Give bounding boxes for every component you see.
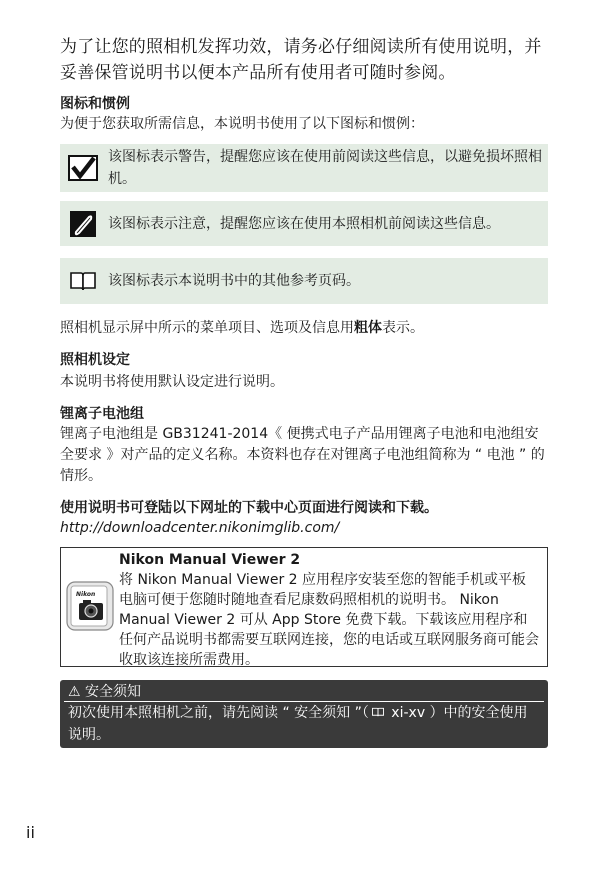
icons-heading: 图标和惯例 [60, 96, 130, 112]
page-number: ii [26, 823, 35, 842]
warning-note-text: 该图标表示警告，提醒您应该在使用前阅读这些信息，以避免损坏照相机。 [108, 149, 542, 187]
intro-paragraph: 为了让您的照相机发挥功效，请务必仔细阅读所有使用说明，并妥善保管说明书以便本产品所有使用者可随时参阅。 [60, 37, 542, 83]
safety-notice-box [60, 680, 548, 748]
battery-text: 锂离子电池组是 GB31241-2014《 便携式电子产品用锂离子电池和电池组安全要求 》对产品的定义名称。本资料也存在对锂离子电池组简称为 “ 电池 ” 的情形。 [60, 426, 545, 484]
safety-body-after: ）中的安全使用说明。 [68, 705, 528, 743]
book-reference-icon [68, 268, 98, 294]
manual-viewer-title: Nikon Manual Viewer 2 [119, 552, 301, 568]
safety-body-before: 初次使用本照相机之前，请先阅读 “ 安全须知 ”（ [68, 705, 369, 721]
note-text: 该图标表示注意，提醒您应该在使用本照相机前阅读这些信息。 [108, 215, 500, 232]
safety-page-ref[interactable]: xi-xv [386, 705, 430, 721]
bold-note [60, 318, 424, 339]
book-reference-icon [369, 706, 387, 718]
download-url[interactable]: http://downloadcenter.nikonimglib.com/ [60, 520, 340, 536]
settings-heading: 照相机设定 [60, 352, 130, 368]
icons-description: 为便于您获取所需信息，本说明书使用了以下图标和惯例： [60, 116, 424, 132]
app-icon-logo-text: Nikon [76, 591, 96, 598]
nikon-manual-viewer-app-icon [66, 581, 114, 631]
bold-note-before: 照相机显示屏中所示的菜单项目、选项及信息用 [60, 320, 354, 336]
settings-text: 本说明书将使用默认设定进行说明。 [60, 374, 284, 390]
bold-note-bold: 粗体 [354, 320, 382, 336]
note-box [60, 201, 548, 246]
safety-body [68, 702, 540, 746]
manual-viewer-body: 将 Nikon Manual Viewer 2 应用程序安装至您的智能手机或平板电脑可便于您随时随地查看尼康数码照相机的说明书。 Nikon Manual Viewer 2 可从 App Store 免费下载。下载该应用程序和任何产品说明书都需要互联网连接，您的电话或互联网服务商可能会收取该连接所需费用。 [119, 572, 539, 668]
reference-box [60, 258, 548, 304]
safety-title: ⚠ 安全须知 [68, 684, 142, 700]
battery-heading: 锂离子电池组 [60, 406, 144, 422]
pencil-note-icon [68, 211, 98, 237]
download-heading: 使用说明书可登陆以下网址的下载中心页面进行阅读和下载。 [60, 500, 438, 516]
reference-text: 该图标表示本说明书中的其他参考页码。 [108, 273, 360, 289]
bold-note-after: 表示。 [382, 320, 424, 336]
manual-viewer-box [60, 547, 548, 667]
warning-note-box [60, 144, 548, 192]
check-warning-icon [68, 155, 98, 181]
